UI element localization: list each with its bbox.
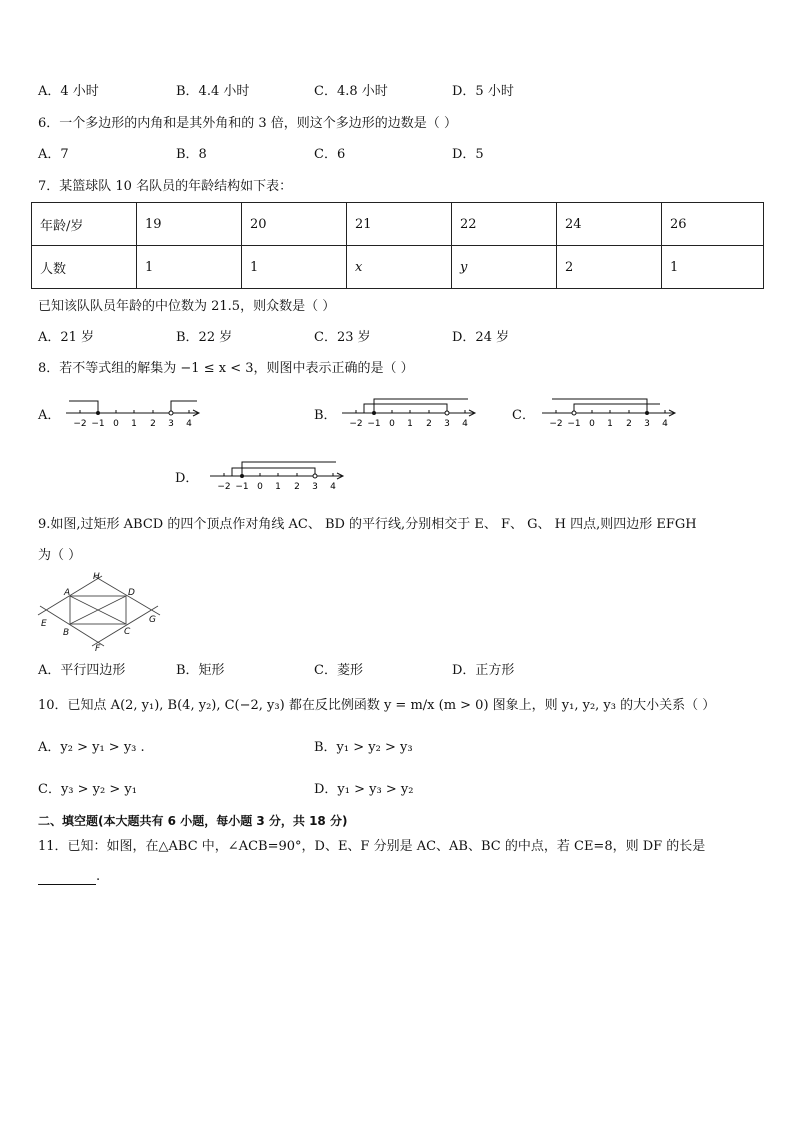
tick-label: 2 (294, 482, 300, 492)
tick-label: 0 (113, 419, 119, 429)
tick-label: −1 (567, 419, 581, 429)
table-cell: x (347, 246, 452, 289)
number-line-c (540, 396, 680, 432)
q9-stem-line2: 为（ ） (38, 548, 82, 563)
tick-label: −1 (367, 419, 381, 429)
label-d: D (128, 588, 135, 598)
tick-label: 0 (389, 419, 395, 429)
label-g: G (149, 615, 156, 625)
table-cell: 21 (347, 203, 452, 246)
tick-label: 4 (330, 482, 336, 492)
tick-label: 0 (589, 419, 595, 429)
answer-blank[interactable] (38, 870, 96, 885)
tick-label: −1 (91, 419, 105, 429)
q7-option-c: C．23 岁 (314, 330, 371, 345)
table-header-label: 年龄/岁 (32, 203, 137, 246)
table-cell: 22 (452, 203, 557, 246)
table-row (32, 246, 764, 289)
number-line-d (208, 459, 348, 495)
q7-stem: 已知该队队员年龄的中位数为 21.5，则众数是（ ） (38, 299, 336, 314)
q7-option-b: B．22 岁 (176, 330, 233, 345)
tick-label: 4 (662, 419, 668, 429)
tick-label: 3 (312, 482, 318, 492)
table-cell: 26 (662, 203, 764, 246)
table-cell: 2 (557, 246, 662, 289)
q10-option-a: A．y₂ > y₁ > y₃ . (38, 740, 145, 755)
q9-option-b: B．矩形 (176, 663, 225, 678)
tick-label: −1 (235, 482, 249, 492)
table-cell: 1 (242, 246, 347, 289)
q6-option-b: B．8 (176, 147, 207, 162)
tick-label: −2 (73, 419, 87, 429)
tick-label: 2 (150, 419, 156, 429)
table-row (32, 203, 764, 246)
q11-end: . (96, 869, 101, 884)
table-cell: 1 (137, 246, 242, 289)
q11-answer-line (38, 869, 100, 885)
q10-option-d: D．y₁ > y₃ > y₂ (314, 782, 414, 797)
label-f: F (95, 644, 101, 654)
tick-label: 1 (275, 482, 281, 492)
tick-label: 2 (626, 419, 632, 429)
label-a: A (64, 588, 71, 598)
q5-option-a: A．4 小时 (38, 84, 99, 99)
age-table (31, 202, 764, 289)
q8-option-a: A． (38, 408, 61, 423)
table-cell: 1 (662, 246, 764, 289)
q6-option-c: C．6 (314, 147, 346, 162)
q9-option-d: D．正方形 (452, 663, 515, 678)
number-line-a (64, 396, 204, 432)
tick-label: −2 (349, 419, 363, 429)
q7-option-d: D．24 岁 (452, 330, 510, 345)
tick-label: −2 (549, 419, 563, 429)
section-title: 二、填空题(本大题共有 6 小题，每小题 3 分，共 18 分) (38, 814, 348, 828)
q8-option-b: B． (314, 408, 337, 423)
label-h: H (93, 572, 100, 582)
label-b: B (63, 628, 70, 638)
q6-option-d: D．5 (452, 147, 484, 162)
tick-label: 1 (607, 419, 613, 429)
tick-label: 4 (462, 419, 468, 429)
rectangle-figure (36, 570, 166, 652)
table-cell: 20 (242, 203, 347, 246)
q6-stem: 6．一个多边形的内角和是其外角和的 3 倍，则这个多边形的边数是（ ） (38, 116, 457, 131)
table-cell: 19 (137, 203, 242, 246)
q9-stem-line1: 9.如图,过矩形 ABCD 的四个顶点作对角线 AC、 BD 的平行线,分别相交于 E、 F、 G、 H 四点,则四边形 EFGH (38, 517, 697, 532)
label-c: C (124, 627, 131, 637)
q11-stem: 11．已知：如图，在△ABC 中，∠ACB=90°，D、E、F 分别是 AC、AB、BC 的中点，若 CE=8，则 DF 的长是 (38, 839, 706, 854)
tick-label: −2 (217, 482, 231, 492)
table-cell: y (452, 246, 557, 289)
tick-label: 3 (644, 419, 650, 429)
tick-label: 1 (407, 419, 413, 429)
table-count-label: 人数 (32, 246, 137, 289)
tick-label: 4 (186, 419, 192, 429)
q9-option-c: C．菱形 (314, 663, 363, 678)
tick-label: 1 (131, 419, 137, 429)
table-cell: 24 (557, 203, 662, 246)
q6-option-a: A．7 (38, 147, 69, 162)
number-line-b (340, 396, 480, 432)
tick-label: 0 (257, 482, 263, 492)
q9-option-a: A．平行四边形 (38, 663, 126, 678)
q10-option-c: C．y₃ > y₂ > y₁ (38, 782, 137, 797)
q5-option-b: B．4.4 小时 (176, 84, 250, 99)
q8-option-c: C． (512, 408, 535, 423)
q8-option-d: D． (175, 471, 199, 486)
q7-option-a: A．21 岁 (38, 330, 95, 345)
tick-label: 3 (444, 419, 450, 429)
q5-option-d: D．5 小时 (452, 84, 514, 99)
q10-stem: 10．已知点 A(2, y₁), B(4, y₂), C(−2, y₃) 都在反比例函数 y = m/x (m > 0) 图象上，则 y₁, y₂, y₃ 的大小关系（ ） (38, 698, 716, 713)
tick-label: 2 (426, 419, 432, 429)
tick-label: 3 (168, 419, 174, 429)
q8-stem: 8．若不等式组的解集为 −1 ≤ x < 3，则图中表示正确的是（ ） (38, 361, 414, 376)
label-e: E (41, 619, 47, 629)
q10-option-b: B．y₁ > y₂ > y₃ (314, 740, 413, 755)
q7-intro: 7．某篮球队 10 名队员的年龄结构如下表： (38, 179, 293, 194)
q5-option-c: C．4.8 小时 (314, 84, 388, 99)
